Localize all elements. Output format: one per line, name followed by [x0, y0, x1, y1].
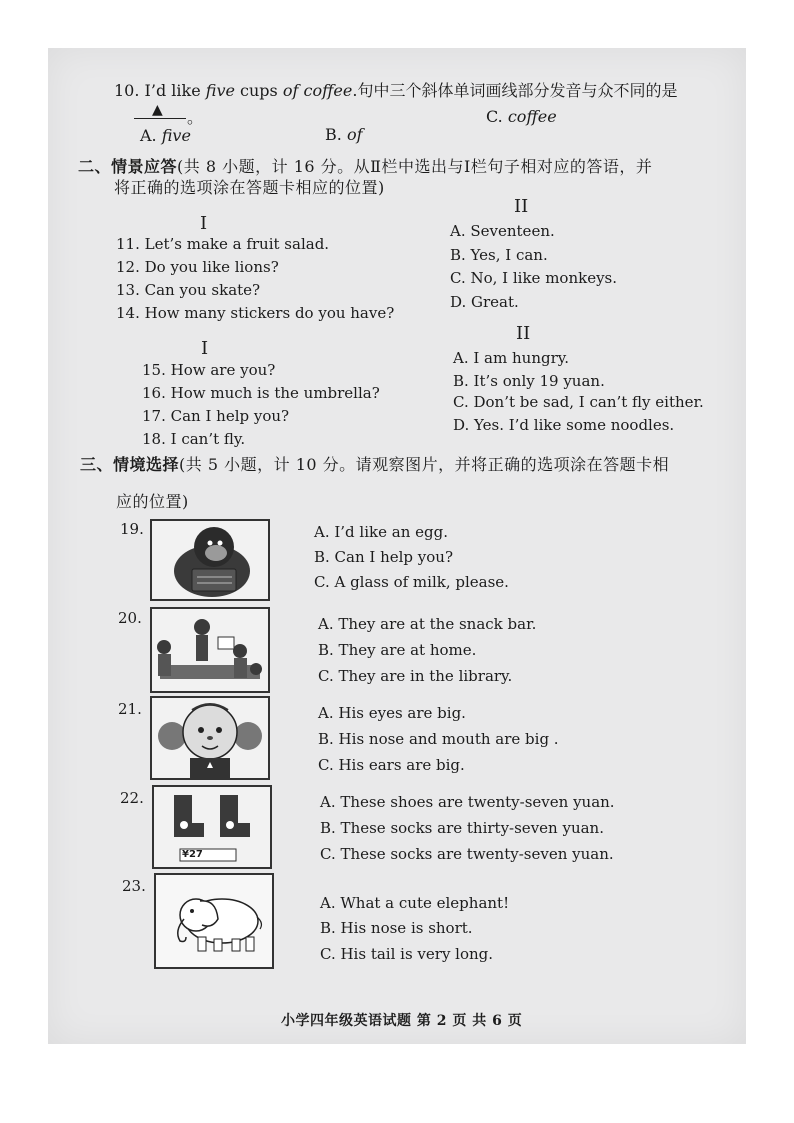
question-11: 11. Let’s make a fruit salad.: [116, 235, 330, 253]
price-tag-label: ¥27: [182, 849, 203, 860]
answer-group1-a: A. Seventeen.: [450, 222, 555, 240]
section3-instruction-cont: 应的位置): [116, 492, 189, 511]
exam-page: [48, 48, 746, 1044]
socks-picture: [152, 785, 272, 869]
group1-column-i-header: I: [200, 213, 208, 234]
group2-column-ii-header: II: [516, 323, 531, 344]
section3-instruction: (共 5 小题，计 10 分。请观察图片，并将正确的选项涂在答题卡相: [179, 455, 670, 474]
answer-group2-a: A. I am hungry.: [453, 349, 570, 367]
section2-header: [78, 154, 652, 177]
item-20-option-b: B. They are at home.: [318, 641, 477, 659]
answer-group2-b: B. It’s only 19 yuan.: [453, 372, 605, 390]
item-22-option-c: C. These socks are twenty-seven yuan.: [320, 845, 614, 863]
item-21-option-c: C. His ears are big.: [318, 756, 465, 774]
item-23-option-c: C. His tail is very long.: [320, 945, 494, 963]
item-21-option-a: A. His eyes are big.: [318, 704, 466, 722]
item-19-option-b: B. Can I help you?: [314, 548, 454, 566]
page-footer: 小学四年级英语试题 第 2 页 共 6 页: [281, 1013, 523, 1029]
section2-instruction: (共 8 小题，计 16 分。从Ⅱ栏中选出与Ⅰ栏句子相对应的答语，并: [177, 157, 653, 176]
question-13: 13. Can you skate?: [116, 281, 261, 299]
elephant-picture: [154, 873, 274, 969]
section2-title: 二、情景应答: [78, 157, 178, 176]
item-19-option-a: A. I’d like an egg.: [314, 523, 448, 541]
question-17: 17. Can I help you?: [142, 407, 290, 425]
question-16: 16. How much is the umbrella?: [142, 384, 380, 402]
section3-title: 三、情境选择: [80, 455, 180, 474]
answer-group2-c: C. Don’t be sad, I can’t fly either.: [453, 393, 704, 411]
answer-mark-icon: ▲: [152, 102, 163, 118]
item-20-number: 20.: [118, 609, 142, 627]
q10-answer-blank: [134, 118, 186, 119]
q10-option-c: C. coffee: [486, 107, 557, 126]
q10-option-a: A. five: [140, 126, 191, 145]
answer-group2-d: D. Yes. I’d like some noodles.: [453, 416, 675, 434]
question-15: 15. How are you?: [142, 361, 276, 379]
question-18: 18. I can’t fly.: [142, 430, 246, 448]
gorilla-picture: [150, 519, 270, 601]
q10-period: 。: [187, 108, 204, 127]
item-20-option-c: C. They are in the library.: [318, 667, 513, 685]
item-22-number: 22.: [120, 789, 144, 807]
q10-text-post: .句中三个斜体单词画线部分发音与众不同的是: [352, 81, 678, 100]
q10-word-coffee: coffee: [303, 81, 353, 100]
q10-text-mid: cups: [234, 81, 283, 100]
item-23-number: 23.: [122, 877, 146, 895]
item-22-option-a: A. These shoes are twenty-seven yuan.: [320, 793, 615, 811]
item-22-option-b: B. These socks are thirty-seven yuan.: [320, 819, 604, 837]
item-23-option-a: A. What a cute elephant!: [320, 894, 510, 912]
item-21-option-b: B. His nose and mouth are big .: [318, 730, 559, 748]
item-21-number: 21.: [118, 700, 142, 718]
question-14: 14. How many stickers do you have?: [116, 304, 395, 322]
group1-column-ii-header: II: [514, 196, 529, 217]
section2-instruction-cont: 将正确的选项涂在答题卡相应的位置): [114, 178, 385, 197]
q10-stem: [114, 78, 677, 101]
section3-header: [80, 452, 669, 475]
item-20-option-a: A. They are at the snack bar.: [318, 615, 537, 633]
q10-option-b: B. of: [325, 125, 363, 144]
q10-word-of: of: [282, 81, 299, 100]
q10-word-five: five: [205, 81, 235, 100]
q10-text-pre: I’d like: [144, 81, 206, 100]
group2-column-i-header: I: [201, 338, 209, 359]
answer-group1-c: C. No, I like monkeys.: [450, 269, 618, 287]
q10-number: 10.: [114, 81, 140, 100]
item-19-number: 19.: [120, 520, 144, 538]
item-19-option-c: C. A glass of milk, please.: [314, 573, 509, 591]
answer-group1-b: B. Yes, I can.: [450, 246, 548, 264]
answer-group1-d: D. Great.: [450, 293, 519, 311]
snack-bar-picture: [150, 607, 270, 693]
item-23-option-b: B. His nose is short.: [320, 919, 473, 937]
big-ears-boy-picture: [150, 696, 270, 780]
question-12: 12. Do you like lions?: [116, 258, 279, 276]
